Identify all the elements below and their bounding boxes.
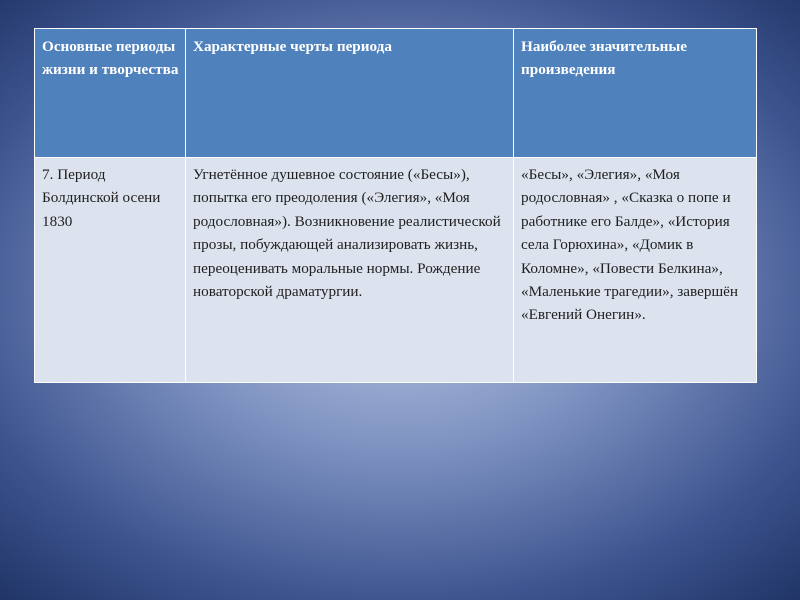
header-significant-works: Наиболее значительные произведения bbox=[514, 29, 757, 158]
cell-features: Угнетённое душевное состояние («Бесы»), попытка его преодоления («Элегия», «Моя родословная»). Возникновение реалистической прозы, побуждающей анализировать жизнь, переоценивать моральные нормы. Рождение новаторской драматургии. bbox=[186, 158, 514, 383]
header-main-periods: Основные периоды жизни и творчества bbox=[35, 29, 186, 158]
literature-periods-table bbox=[34, 28, 757, 383]
cell-period: 7. Период Болдинской осени 1830 bbox=[35, 158, 186, 383]
table-header-row bbox=[35, 29, 757, 158]
header-period-features: Характерные черты периода bbox=[186, 29, 514, 158]
cell-works: «Бесы», «Элегия», «Моя родословная» , «Сказка о попе и работнике его Балде», «История села Горюхина», «Домик в Коломне», «Повести Белкина», «Маленькие трагедии», завершён «Евгений Онегин». bbox=[514, 158, 757, 383]
table-row bbox=[35, 158, 757, 383]
